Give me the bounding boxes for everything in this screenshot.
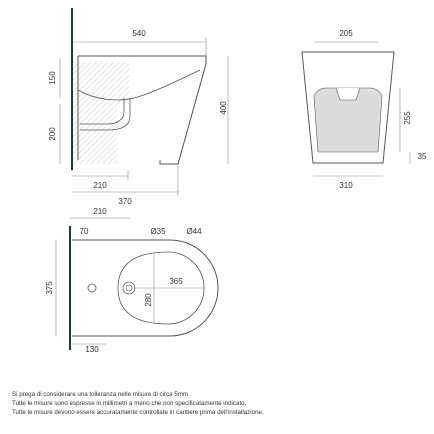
plan-drain-hole-inner <box>126 285 132 291</box>
dim-70: 70 <box>79 227 89 236</box>
notes-block <box>12 390 427 417</box>
side-hatch-lower <box>73 104 117 164</box>
dim-370: 370 <box>118 197 132 206</box>
dim-35-hole: Ø35 <box>150 227 166 236</box>
dim-35: 35 <box>417 152 427 161</box>
dim-205: 205 <box>339 29 353 38</box>
dim-400: 400 <box>219 101 228 115</box>
note-line-1: Si prega di considerare una tolleranza nelle misure di circa 5mm. <box>12 391 190 398</box>
plan-view <box>45 207 218 354</box>
dim-310: 310 <box>339 181 353 190</box>
dim-280: 280 <box>144 293 153 307</box>
dim-375: 375 <box>45 281 54 295</box>
dim-365: 365 <box>169 277 183 286</box>
note-line-2: Tutte le misure sono espresse in millimetri a meno che non specificatamente indicato. <box>12 400 247 407</box>
dim-210-side: 210 <box>93 181 107 190</box>
front-spout <box>336 88 360 100</box>
side-hatch-upper <box>73 62 129 104</box>
side-view <box>48 8 228 206</box>
dim-540: 540 <box>132 29 146 38</box>
dim-130: 130 <box>85 345 99 354</box>
front-view <box>302 29 427 190</box>
dim-210-plan: 210 <box>93 207 107 216</box>
dim-150: 150 <box>48 71 57 85</box>
dim-255: 255 <box>403 111 412 125</box>
note-line-3: Tutte le misure devono essere accuratamente controllate in cantiere prima dell'installazione. <box>12 409 264 416</box>
dim-200: 200 <box>48 127 57 141</box>
dim-44-hole: Ø44 <box>186 227 202 236</box>
plan-tap-hole <box>88 284 96 292</box>
